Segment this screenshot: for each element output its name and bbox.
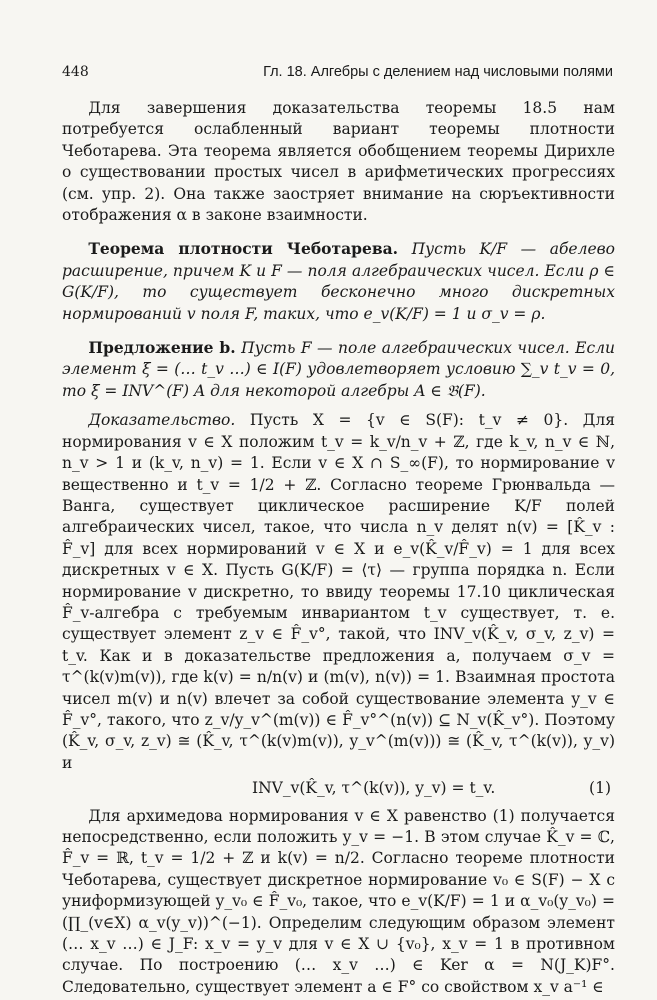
running-title: Гл. 18. Алгебры с делением над числовыми полями — [263, 64, 613, 80]
page-header — [62, 64, 613, 80]
proof-label: Доказательство. — [88, 411, 236, 430]
equation-1-number: (1) — [589, 779, 611, 798]
page-number: 448 — [62, 64, 89, 80]
theorem-heading: Теорема плотности Чеботарева. — [88, 239, 399, 259]
theorem-text: Пусть K/F — абелево расширение, причем K и F — поля алгебраических чисел. Если ρ ∈ G(K/F), то существует бесконечно много дискретных нормирований v поля F, таких, что e_v(K/F) = 1 и σ_v = ρ. — [62, 240, 616, 323]
proposition-block — [62, 337, 615, 402]
proposition-text: Пусть F — поле алгебраических чисел. Если элемент ξ = (… t_v …) ∈ I(F) удовлетворяет условию ∑_v t_v = 0, то ξ = INV^(F) A для некоторой алгебры A ∈ 𝔅(F). — [62, 339, 615, 400]
equation-1 — [62, 778, 615, 799]
proof-paragraph — [62, 410, 615, 774]
main-text — [62, 98, 615, 998]
final-paragraph: Для архимедова нормирования v ∈ X равенство (1) получается непосредственно, если положить y_v = −1. В этом случае K̂_v = ℂ, F̂_v = ℝ, t_v = 1/2 + ℤ и k(v) = n/2. Согласно теореме плотности Чеботарева, существует дискретное нормирование v₀ ∈ S(F) − X с униформизующей y_v₀ ∈ F̂_v₀, такое, что e_v(K/F) = 1 и α_v₀(y_v₀) = (∏_(v∈X) α_v(y_v))^(−1). Определим следующим образом элемент (… x_v …) ∈ J_F: x_v = y_v для v ∈ X ∪ {v₀}, x_v = 1 в противном случае. По построению (… x_v …) ∈ Ker α = N(J_K)F°. Следовательно, существует элемент a ∈ F° со свойством x_v a⁻¹ ∈ — [62, 806, 615, 996]
proof-text: Пусть X = {v ∈ S(F): t_v ≠ 0}. Для нормирования v ∈ X положим t_v = k_v/n_v + ℤ, где k_v, n_v ∈ ℕ, n_v > 1 и (k_v, n_v) = 1. Если v ∈ X ∩ S_∞(F), то нормирование v вещественно и t_v = 1/2 + ℤ. Согласно теореме Грюнвальда — Ванга, существует циклическое расширение K/F полей алгебраических чисел, такое, что числа n_v делят n(v) = [K̂_v : F̂_v] для всех нормирований v ∈ X и e_v(K̂_v/F̂_v) = 1 для всех дискретных v ∈ X. Пусть G(K/F) = ⟨τ⟩ — группа порядка n. Если нормирование v дискретно, то ввиду теоремы 17.10 циклическая F̂_v-алгебра с требуемым инвариантом t_v существует, т. е. существует элемент z_v ∈ F̂_v°, такой, что INV_v(K̂_v, σ_v, z_v) = t_v. Как и в доказательстве предложения a, получаем σ_v = τ^(k(v)m(v)), где k(v) = n/n(v) и (m(v), n(v)) = 1. Взаимная простота чисел m(v) и n(v) влечет за собой существование элемента y_v ∈ F̂_v°, такого, что z_v/y_v^(m(v)) ∈ F̂_v°^(n(v)) ⊆ N_v(K̂_v°). Поэтому (K̂_v, σ_v, z_v) ≅ (K̂_v, τ^(k(v)m(v)), y_v^(m(v))) ≅ (K̂_v, τ^(k(v)), y_v) и — [62, 411, 616, 772]
theorem-block — [62, 238, 615, 325]
intro-paragraph: Для завершения доказательства теоремы 18.5 нам потребуется ослабленный вариант теоремы плотности Чеботарева. Эта теорема является обобщением теоремы Дирихле о существовании простых чисел в арифметических прогрессиях (см. упр. 2). Она также заостряет внимание на сюръективности отображения α в законе взаимности. — [62, 99, 615, 225]
equation-1-formula: INV_v(K̂_v, τ^(k(v)), y_v) = t_v. — [252, 779, 496, 798]
proposition-heading: Предложение b. — [88, 338, 236, 358]
